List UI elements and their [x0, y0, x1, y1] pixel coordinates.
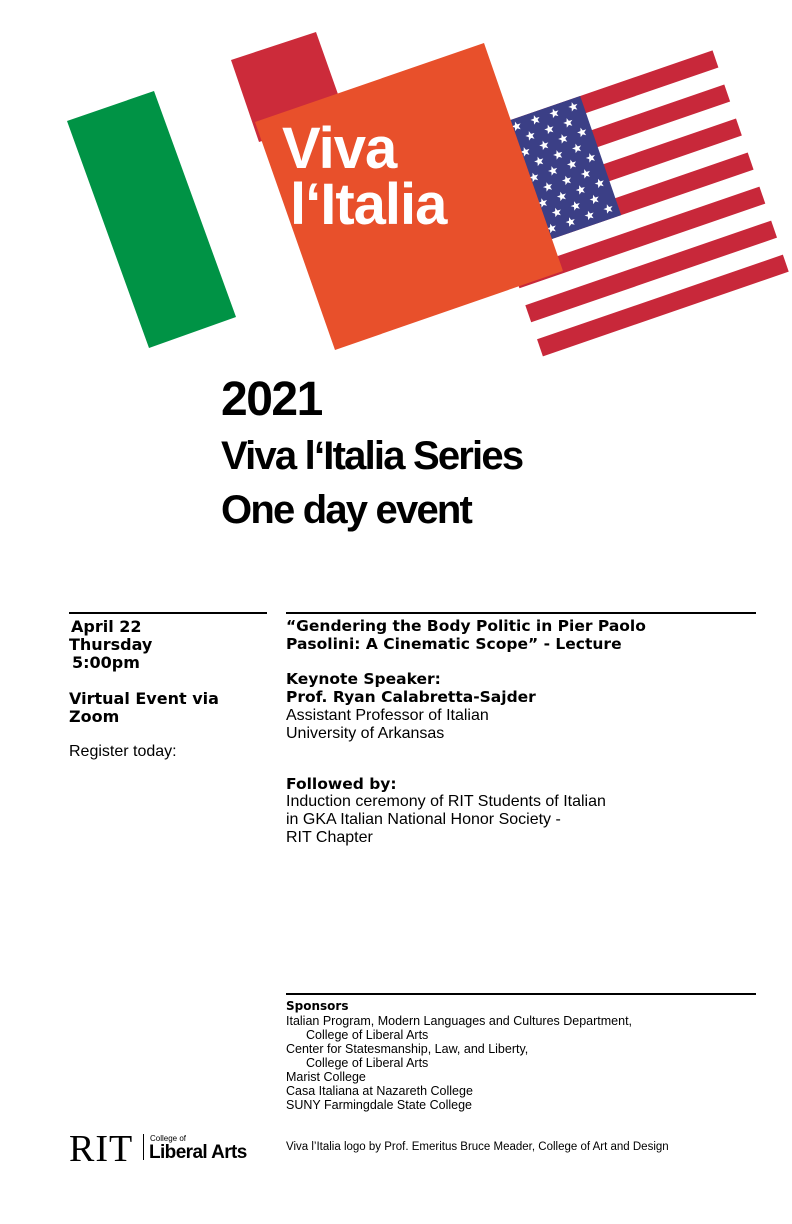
sponsors-heading: Sponsors	[286, 999, 349, 1013]
speaker-affiliation: University of Arkansas	[286, 725, 445, 742]
venue-line2: Zoom	[69, 707, 120, 726]
register-text: Register today:	[69, 743, 177, 760]
logo-credit: Viva l’Italia logo by Prof. Emeritus Bruce Meader, College of Art and Design	[286, 1141, 669, 1153]
speaker-title: Assistant Professor of Italian	[286, 707, 489, 724]
keynote-label: Keynote Speaker:	[286, 670, 441, 688]
sponsor-item: Center for Statesmanship, Law, and Liberty,	[286, 1042, 529, 1056]
headline-series: Viva l‘Italia Series	[221, 434, 523, 478]
followed-line3: RIT Chapter	[286, 829, 373, 846]
event-time: 5:00pm	[72, 653, 140, 672]
logo-text-line2: l‘Italia	[290, 172, 447, 237]
sponsor-item: Italian Program, Modern Languages and Cultures Department,	[286, 1014, 633, 1028]
viva-litalia-logo	[0, 0, 792, 370]
rit-liberal-arts: Liberal Arts	[149, 1142, 247, 1163]
followed-line2: in GKA Italian National Honor Society -	[286, 811, 561, 828]
followed-line1: Induction ceremony of RIT Students of Italian	[286, 793, 606, 810]
rit-logo-separator	[143, 1134, 144, 1160]
venue-line1: Virtual Event via	[69, 689, 219, 708]
headline-event-type: One day event	[221, 488, 472, 532]
rit-college-of: College of	[150, 1134, 187, 1143]
event-day: Thursday	[69, 635, 153, 654]
divider-right	[286, 612, 756, 614]
sponsors-divider	[286, 993, 756, 995]
followed-label: Followed by:	[286, 775, 397, 793]
event-date: April 22	[71, 617, 142, 636]
logo-text-line1: Viva	[282, 116, 397, 181]
rit-wordmark: RIT	[69, 1128, 134, 1170]
sponsor-item: College of Liberal Arts	[306, 1028, 429, 1042]
sponsor-item: Casa Italiana at Nazareth College	[286, 1084, 473, 1098]
italy-flag-green-bar	[67, 91, 236, 348]
speaker-name: Prof. Ryan Calabretta-Sajder	[286, 688, 536, 706]
sponsor-item: College of Liberal Arts	[306, 1056, 429, 1070]
lecture-title-line1: “Gendering the Body Politic in Pier Paolo	[286, 617, 646, 635]
sponsor-item: Marist College	[286, 1070, 366, 1084]
divider-left	[69, 612, 267, 614]
sponsor-item: SUNY Farmingdale State College	[286, 1098, 472, 1112]
headline-year: 2021	[221, 373, 322, 426]
lecture-title-line2: Pasolini: A Cinematic Scope” - Lecture	[286, 635, 622, 653]
